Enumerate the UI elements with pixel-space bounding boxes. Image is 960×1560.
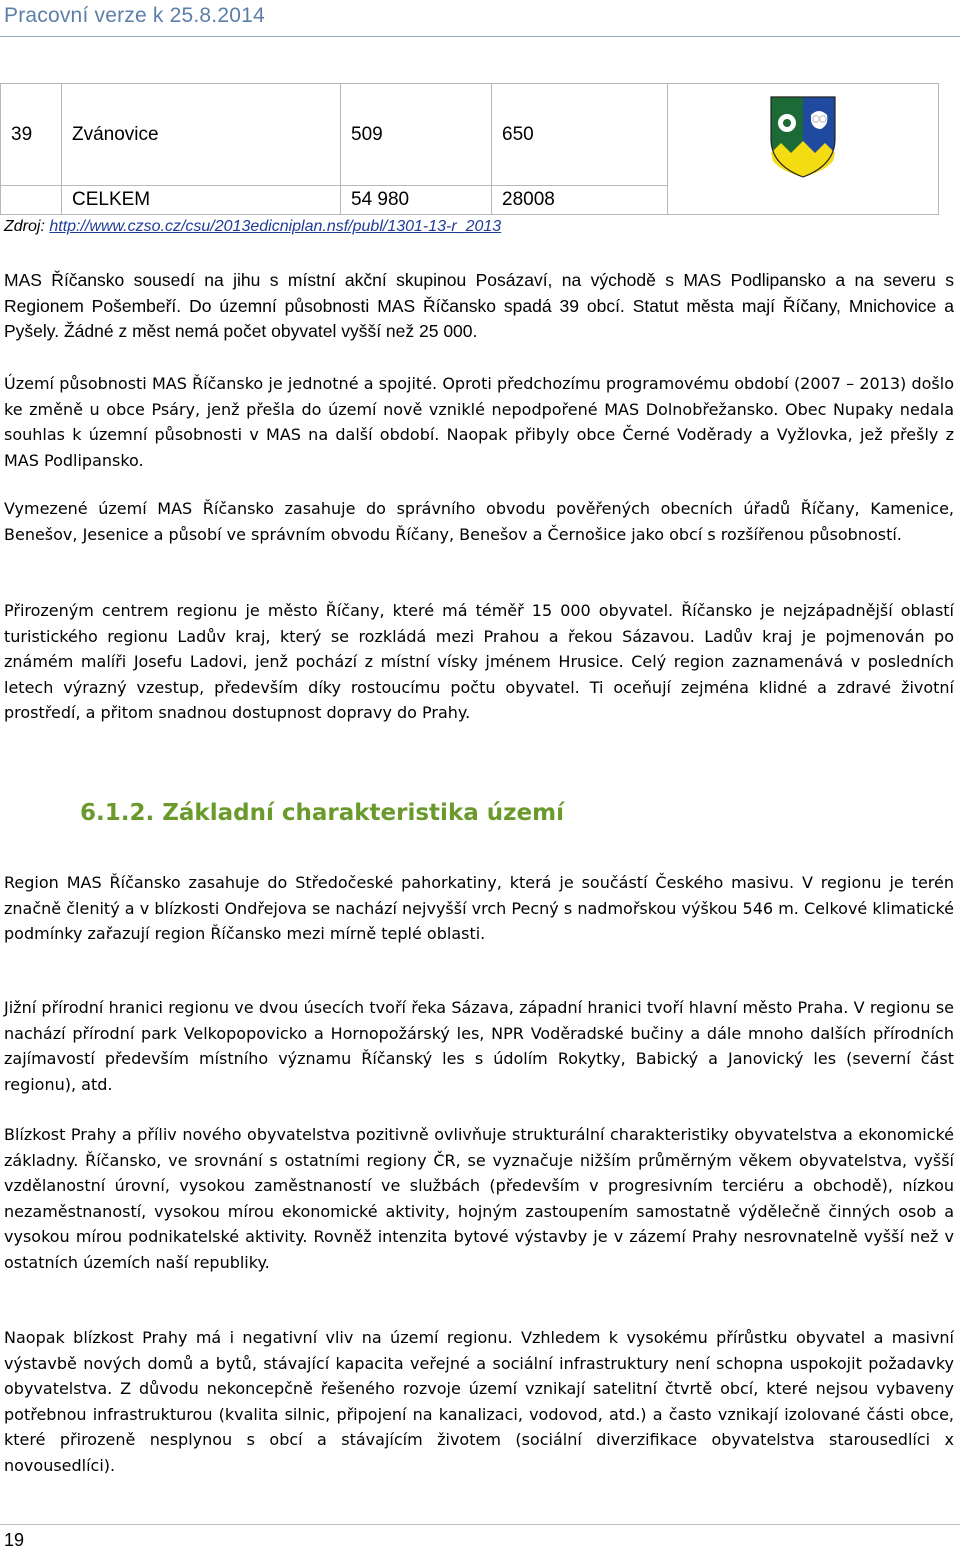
section-title: Základní charakteristika území xyxy=(162,800,564,826)
paragraph-nature: Jižní přírodní hranici regionu ve dvou úsecích tvoří řeka Sázava, západní hranici tvoří hlavní město Praha. V regionu se nachází přírodní park Velkopopovicko a Hornopožárský les, NPR Voděradské bučiny a dále mnoho dalších přírodních zajímavostí především místního významu Říčanský les s údolím Rokytky, Babický a Janovický les (severní část regionu), atd. xyxy=(4,998,954,1094)
municipality-table xyxy=(0,83,939,215)
section-number: 6.1.2. xyxy=(80,800,155,826)
section-heading xyxy=(80,800,564,826)
paragraph-administration: Vymezené území MAS Říčansko zasahuje do správního obvodu pověřených obecních úřadů Říčany, Kamenice, Benešov, Jesenice a působí ve správním obvodu Říčany, Benešov a Černošice jako obcí s rozšířenou působností. xyxy=(4,499,954,544)
source-note xyxy=(4,218,501,236)
total-empty xyxy=(1,186,62,215)
total-value-b: 28008 xyxy=(492,186,668,215)
row-value-b: 650 xyxy=(492,84,668,186)
page-number: 19 xyxy=(4,1530,25,1550)
paragraph-terrain: Region MAS Říčansko zasahuje do Středočeské pahorkatiny, která je součástí Českého masivu. V regionu je terén značně členitý a v blízkosti Ondřejova se nachází nejvyšší vrch Pecný s nadmořskou výškou 546 m. Celkové klimatické podmínky zařazují region Říčansko mezi mírně teplé oblasti. xyxy=(4,873,954,943)
header-divider xyxy=(0,36,960,37)
paragraph-neighbours: MAS Říčansko sousedí na jihu s místní akční skupinou Posázaví, na východě s MAS Podlipansko a na severu s Regionem Pošembeří. Do územní působnosti MAS Říčansko spadá 39 obcí. Statut města mají Říčany, Mnichovice a Pyšely. Žádné z měst nemá počet obyvatel vyšší než 25 000. xyxy=(4,270,954,341)
total-label: CELKEM xyxy=(62,186,341,215)
footer-divider xyxy=(0,1524,960,1525)
row-value-a: 509 xyxy=(341,84,492,186)
paragraph-center: Přirozeným centrem regionu je město Říčany, které má téměř 15 000 obyvatel. Říčansko je nejzápadnější oblastí turistického regionu Ladův kraj, který se rozkládá mezi Prahou a řekou Sázavou. Ladův kraj je pojmenován po známém malíři Josefu Ladovi, jenž pochází z místní vísky jménem Hrusice. Celý region zaznamenává v posledních letech výrazný vzestup, především díky rostoucímu počtu obyvatel. Ti oceňují zejména klidné a zdravé životní prostředí, a přitom snadnou dostupnost dopravy do Prahy. xyxy=(4,601,954,722)
paragraph-negative-impact: Naopak blízkost Prahy má i negativní vliv na území regionu. Vzhledem k vysokému přírůstku obyvatel a masivní výstavbě nových domů a bytů, stávající kapacita veřejné a sociální infrastruktury není schopna uspokojit požadavky obyvatelstva. Z důvodu nekoncepčně řešeného rozvoje území vznikají satelitní čtvrtě obcí, které nejsou vybaveny potřebnou infrastrukturou (kvalita silnic, připojení na kanalizaci, vodovod, atd.) a často vznikají izolované části obce, které přirozeně nesplynou s obcí a stávajícím životem (sociální diverzifikace obyvatelstva starousedlíci x novousedlíci). xyxy=(4,1328,954,1475)
paragraph-territory: Území působnosti MAS Říčansko je jednotné a spojité. Oproti předchozímu programovému období (2007 – 2013) došlo ke změně u obce Psáry, jenž přešla do území nově vzniklé nepodpořené MAS Dolnobřežansko. Obec Nupaky nedala souhlas k územní působnosti v MAS na další období. Naopak přibyly obce Černé Voděrady a Vyžlovka, jež přešly z MAS Podlipansko. xyxy=(4,374,954,470)
coat-of-arms-icon xyxy=(769,95,837,179)
paragraph-population: Blízkost Prahy a příliv nového obyvatelstva pozitivně ovlivňuje strukturální charakteristiky obyvatelstva a ekonomické základny. Říčansko, ve srovnání s ostatními regiony ČR, se vyznačuje nižším průměrným věkem obyvatelstva, vyšší vzdělanostní úrovní, vysokou zaměstnaností ve službách (především v progresivním terciéru a obchodě), nízkou nezaměstnaností, vysokou mírou ekonomické aktivity, hojným zastoupením samostatně výdělečně činných osob a vysokou mírou podnikatelské aktivity. Rovněž intenzita bytové výstavby je v zázemí Prahy nesrovnatelně vyšší než v ostatních územích naší republiky. xyxy=(4,1125,954,1272)
table-row xyxy=(1,84,939,186)
row-number: 39 xyxy=(1,84,62,186)
row-municipality: Zvánovice xyxy=(62,84,341,186)
source-link[interactable]: http://www.czso.cz/csu/2013edicniplan.nsf/publ/1301-13-r_2013 xyxy=(49,218,502,235)
source-label: Zdroj: xyxy=(4,218,45,235)
running-header: Pracovní verze k 25.8.2014 xyxy=(4,4,265,27)
total-value-a: 54 980 xyxy=(341,186,492,215)
crest-cell xyxy=(668,84,939,215)
